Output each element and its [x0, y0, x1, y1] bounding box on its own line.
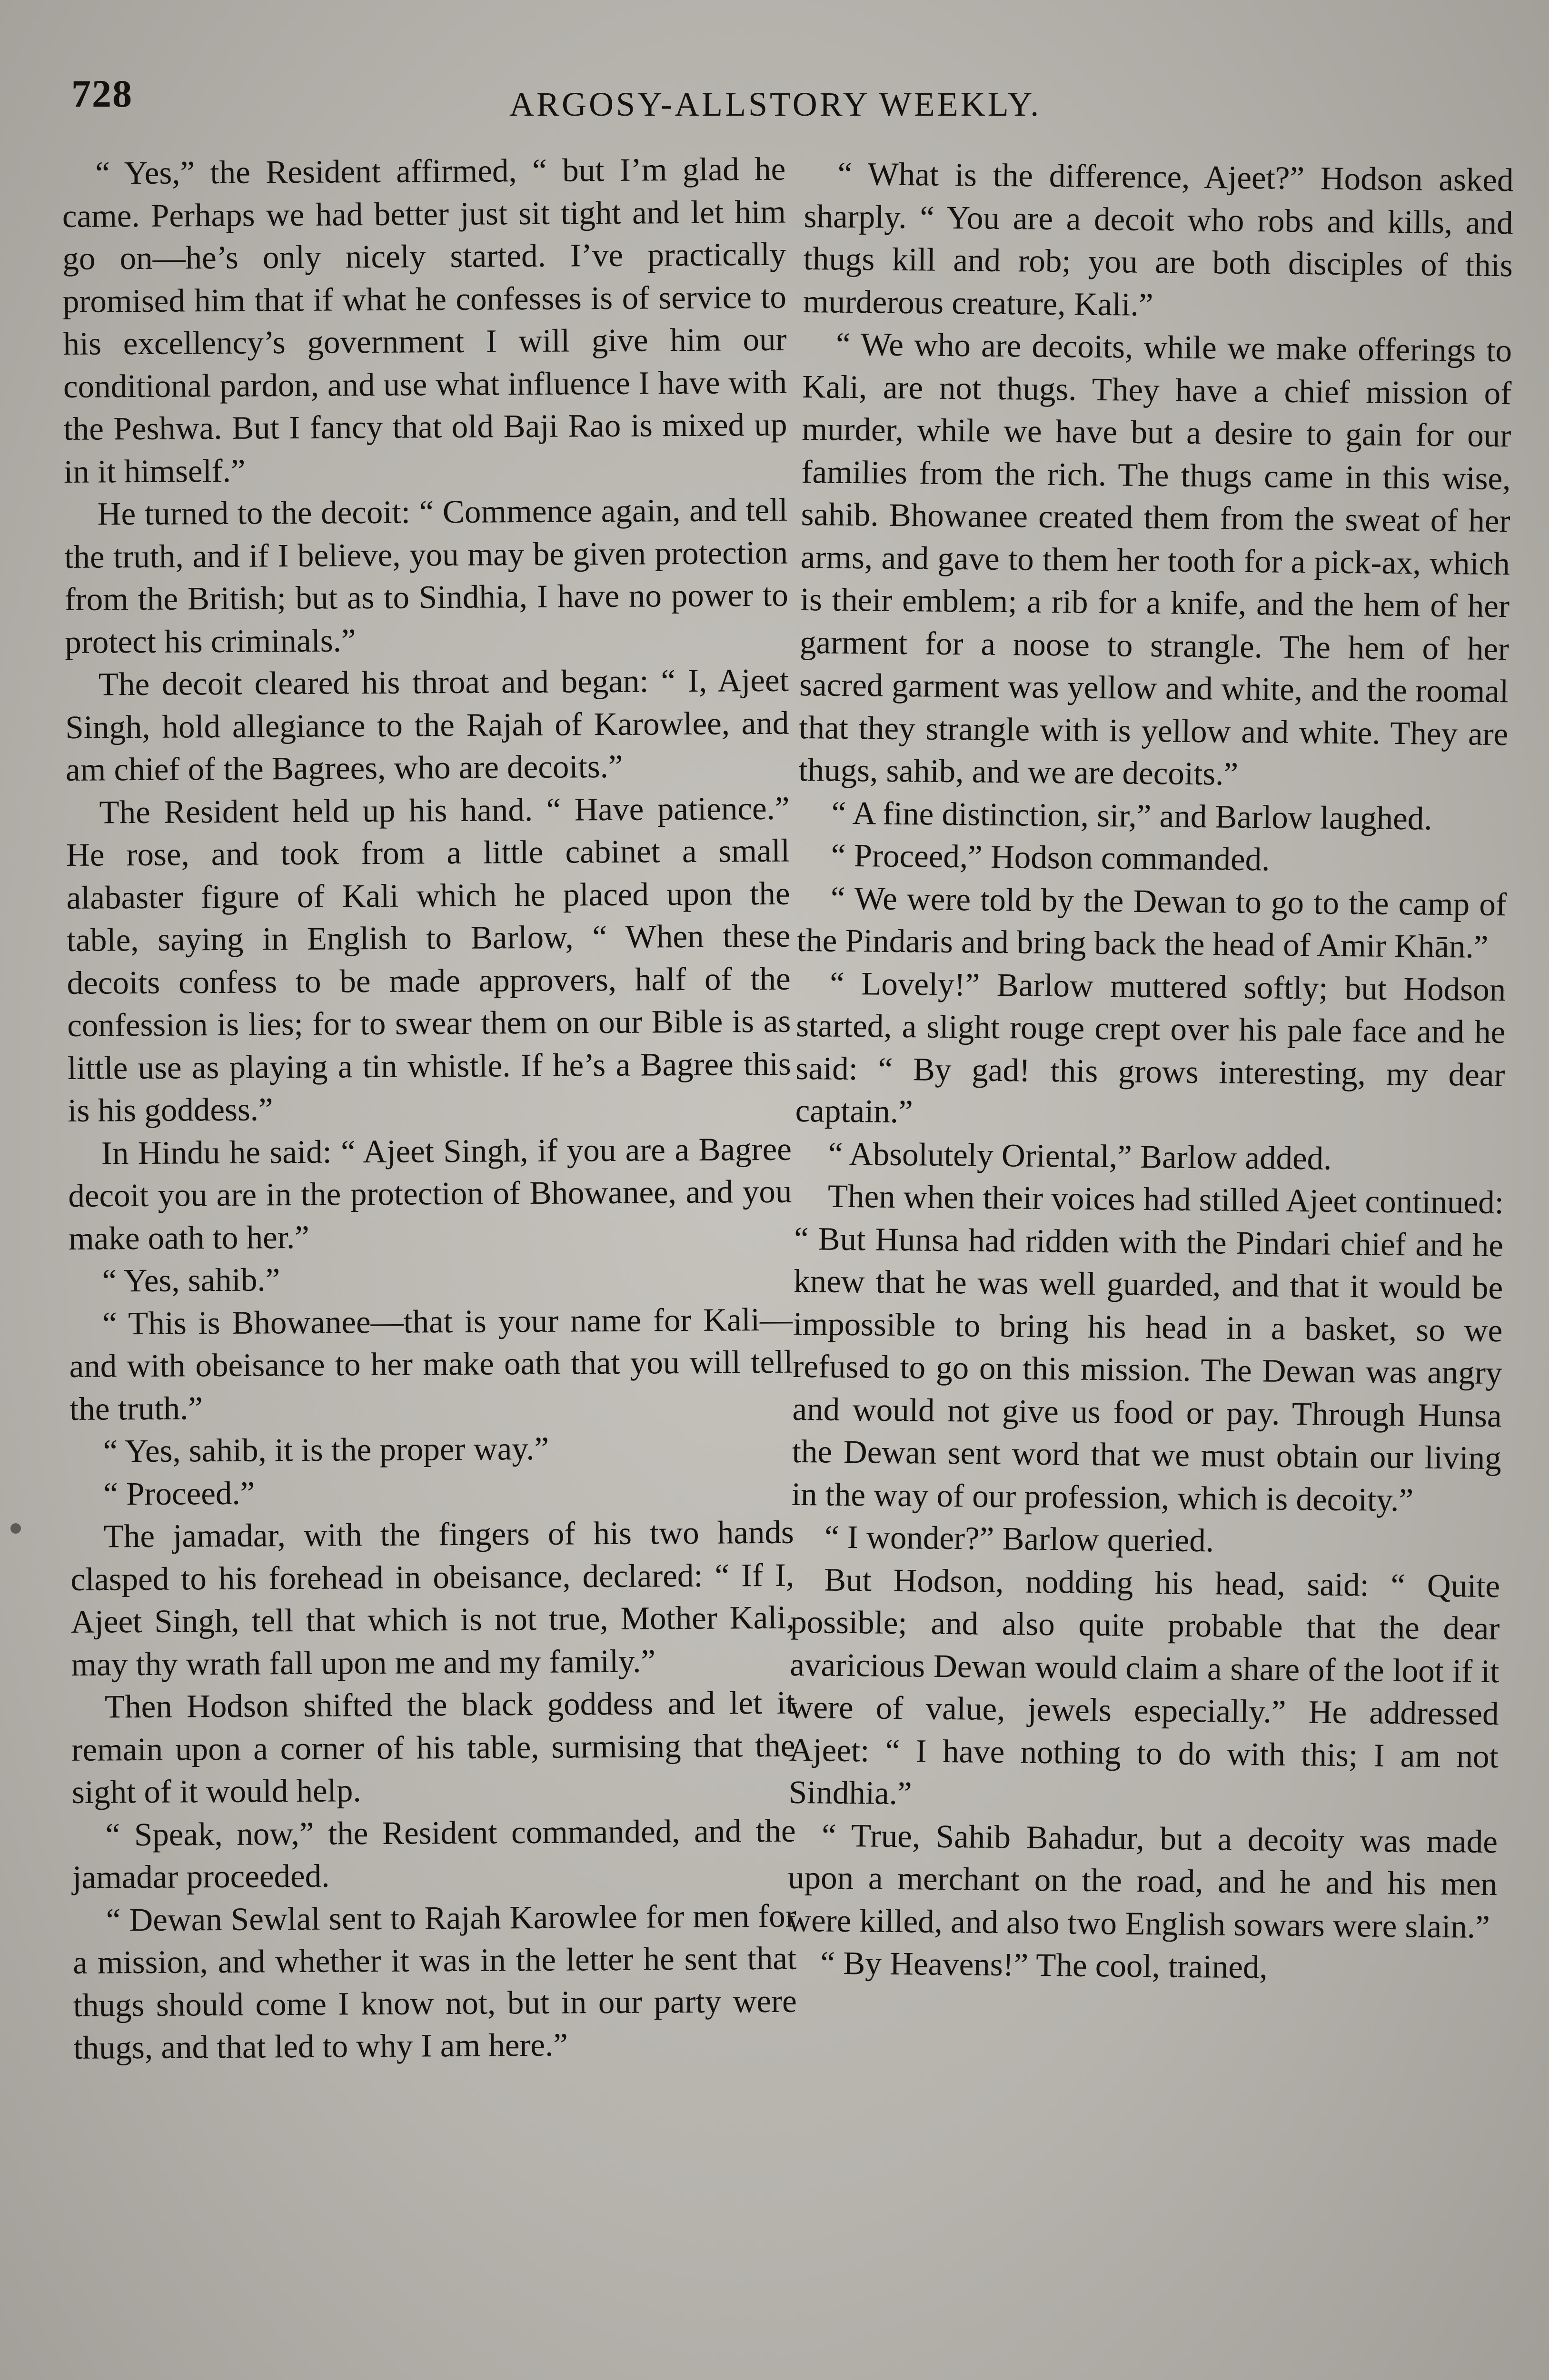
paragraph: “ Dewan Sewlal sent to Rajah Karowlee for men for a mission, and whether it was in the letter he sent that thugs should come I know not, but in our party were thugs, and that led to why I am here.”: [72, 1897, 797, 2066]
paragraph: “ We were told by the Dewan to go to the camp of the Pindaris and bring back the head of Amir Khān.”: [796, 880, 1507, 965]
paragraph: He turned to the decoit: “ Commence again, and tell the truth, and if I believe, you may be given protection from the British; but as to Sindhia, I have no power to protect his criminals.”: [64, 491, 788, 660]
paragraph: “ Proceed,” Hodson commanded.: [831, 837, 1270, 878]
paragraph: “ This is Bhowanee—that is your name for Kali—and with obeisance to her make oath that you will tell the truth.”: [69, 1301, 793, 1427]
paragraph: “ Absolutely Oriental,” Barlow added.: [828, 1135, 1332, 1177]
paragraph: “ Speak, now,” the Resident commanded, and the jamadar proceeded.: [72, 1812, 796, 1895]
left-column: [62, 148, 797, 2070]
paragraph: But Hodson, nodding his head, said: “ Quite possible; and also quite probable that the dear avaricious Dewan would claim a share of the loot if it were of value, jewels especially.” He addressed Ajeet: “ I have nothing to do with this; I am not Sindhia.”: [788, 1561, 1500, 1812]
paragraph: “ Lovely!” Barlow muttered softly; but Hodson started, a slight rouge crept over his pale face and he said: “ By gad! this grows interesting, my dear captain.”: [795, 965, 1506, 1130]
paragraph: “ A fine distinction, sir,” and Barlow laughed.: [831, 794, 1432, 837]
right-column: [787, 152, 1514, 1991]
paper-speck: [10, 1523, 21, 1534]
paragraph: “ True, Sahib Bahadur, but a decoity was made upon a merchant on the road, and he and his men were killed, and also two English sowars were slain.”: [787, 1817, 1498, 1945]
running-head: ARGOSY-ALLSTORY WEEKLY.: [509, 85, 1042, 123]
paragraph: “ I wonder?” Barlow queried.: [824, 1518, 1214, 1559]
paragraph: Then when their voices had stilled Ajeet continued: “ But Hunsa had ridden with the Pindari chief and he knew that he was well guarded, and that it would be impossible to bring his head in a basket, so we refused to go on this mission. The Dewan was angry and would not give us food or pay. Through Hunsa the Dewan sent word that we must obtain our living in the way of our profession, which is decoity.”: [791, 1178, 1504, 1518]
paragraph: “ Yes, sahib, it is the proper way.”: [103, 1430, 549, 1469]
paragraph: “ Proceed.”: [103, 1475, 255, 1512]
paragraph: Then Hodson shifted the black goddess and let it remain upon a corner of his table, surmising that the sight of it would help.: [71, 1684, 795, 1810]
paragraph: “ We who are decoits, while we make offerings to Kali, are not thugs. They have a chief mission of murder, while we have but a desire to gain for our families from the rich. The thugs came in this wise, sahib. Bhowanee created them from the sweat of her arms, and gave to them her tooth for a pick-ax, which is their emblem; a rib for a knife, and the hem of her garment for a noose to strangle. The hem of her sacred garment was yellow and white, and the roomal that they strangle with is yellow and white. They are thugs, sahib, and we are decoits.”: [798, 326, 1512, 792]
page-number: 728: [71, 72, 133, 115]
paragraph: The jamadar, with the fingers of his two hands clasped to his forehead in obeisance, declared: “ If I, Ajeet Singh, tell that which is not true, Mother Kali, may thy wrath fall upon me and my family.”: [70, 1514, 795, 1683]
paragraph: “ Yes,” the Resident affirmed, “ but I’m glad he came. Perhaps we had better just sit tight and let him go on—he’s only nicely started. I’ve practically promised him that if what he confesses is of service to his excellency’s government I will give him our conditional pardon, and use what influence I have with the Peshwa. But I fancy that old Baji Rao is mixed up in it himself.”: [62, 150, 787, 490]
paragraph: “ Yes, sahib.”: [102, 1261, 280, 1299]
paragraph: The Resident held up his hand. “ Have patience.” He rose, and took from a little cabinet a small alabaster figure of Kali which he placed upon the table, saying in English to Barlow, “ When these decoits confess to be made approvers, half of the confession is lies; for to swear them on our Bible is as little use as playing a tin whistle. If he’s a Bagree this is his goddess.”: [66, 790, 791, 1129]
page-header: [71, 71, 1482, 143]
paragraph: In Hindu he said: “ Ajeet Singh, if you are a Bagree decoit you are in the protection of Bhowanee, and you make oath to her.”: [68, 1130, 792, 1257]
paragraph-faded-start: “ What is the difference, Ajeet?” Hodson asked sharply. “ You are a decoit who robs and kills, and thugs kill and rob; you are both disciples of this murderous creature, Kali.”: [803, 155, 1514, 323]
paragraph: The decoit cleared his throat and began: “ I, Ajeet Singh, hold allegiance to the Rajah of Karowlee, and am chief of the Bagrees, who are decoits.”: [65, 662, 789, 788]
paragraph: “ By Heavens!” The cool, trained,: [820, 1944, 1268, 1985]
